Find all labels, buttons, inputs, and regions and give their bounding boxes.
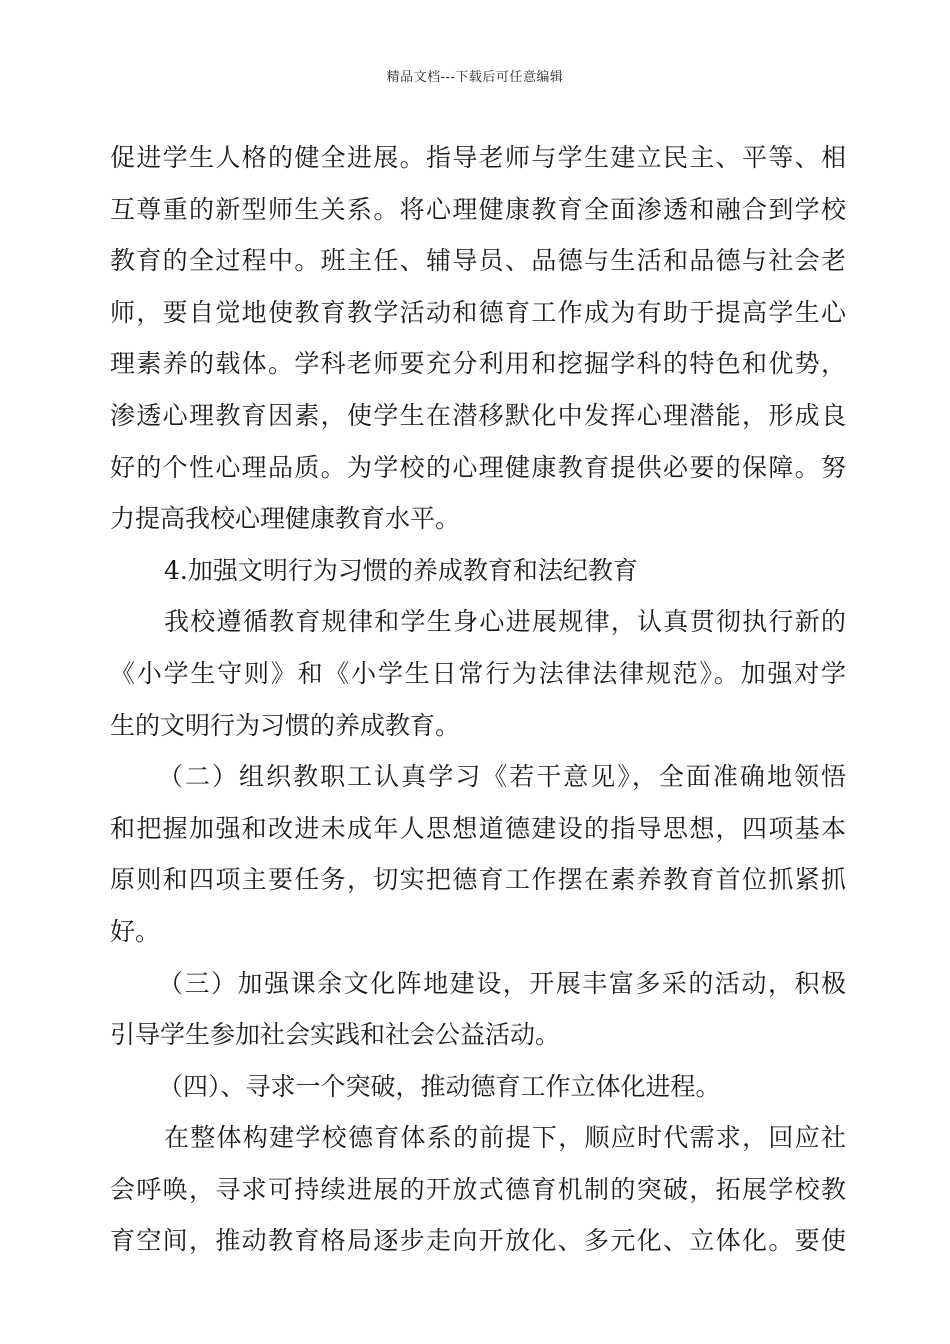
body-line: 生的文明行为习惯的养成教育。 xyxy=(110,710,461,740)
body-line: 教育的全过程中。班主任、辅导员、品德与生活和品德与社会老 xyxy=(110,246,846,276)
body-line: 理素养的载体。学科老师要充分利用和挖掘学科的特色和优势， xyxy=(110,349,846,379)
body-line: 促进学生人格的健全进展。指导老师与学生建立民主、平等、相 xyxy=(110,143,846,172)
body-line: 师，要自觉地使教育教学活动和德育工作成为有助于提高学生心 xyxy=(110,297,846,327)
paragraph-start: （二）组织教职工认真学习《若干意见》，全面准确地领悟 xyxy=(158,762,846,792)
section-heading: 4.加强文明行为习惯的养成教育和法纪教育 xyxy=(164,555,638,585)
body-line: 好。 xyxy=(110,916,161,946)
body-line: 力提高我校心理健康教育水平。 xyxy=(110,504,461,534)
paragraph-start: （三）加强课余文化阵地建设，开展丰富多采的活动，积极 xyxy=(158,968,846,998)
body-line: 原则和四项主要任务，切实把德育工作摆在素养教育首位抓紧抓 xyxy=(110,865,846,895)
paragraph-start: 我校遵循教育规律和学生身心进展规律，认真贯彻执行新的 xyxy=(164,607,846,637)
body-line: 会呼唤，寻求可持续进展的开放式德育机制的突破，拓展学校教 xyxy=(110,1174,846,1204)
body-line: 互尊重的新型师生关系。将心理健康教育全面渗透和融合到学校 xyxy=(110,194,846,224)
body-line: 好的个性心理品质。为学校的心理健康教育提供必要的保障。努 xyxy=(110,452,846,482)
body-line: 和把握加强和改进未成年人思想道德建设的指导思想，四项基本 xyxy=(110,813,846,843)
body-line: 《小学生守则》和《小学生日常行为法律法律规范》。加强对学 xyxy=(110,658,846,688)
document-body xyxy=(110,132,846,1267)
paragraph-start: 在整体构建学校德育体系的前提下，顺应时代需求，回应社 xyxy=(164,1123,846,1153)
body-line: 育空间，推动教育格局逐步走向开放化、多元化、立体化。要使 xyxy=(110,1226,846,1256)
section-heading: （四）、寻求一个突破，推动德育工作立体化进程。 xyxy=(158,1071,721,1101)
page-header: 精品文档---下载后可任意编辑 xyxy=(386,70,564,85)
body-line: 引导学生参加社会实践和社会公益活动。 xyxy=(110,1020,561,1050)
body-line: 渗透心理教育因素，使学生在潜移默化中发挥心理潜能，形成良 xyxy=(110,400,846,430)
